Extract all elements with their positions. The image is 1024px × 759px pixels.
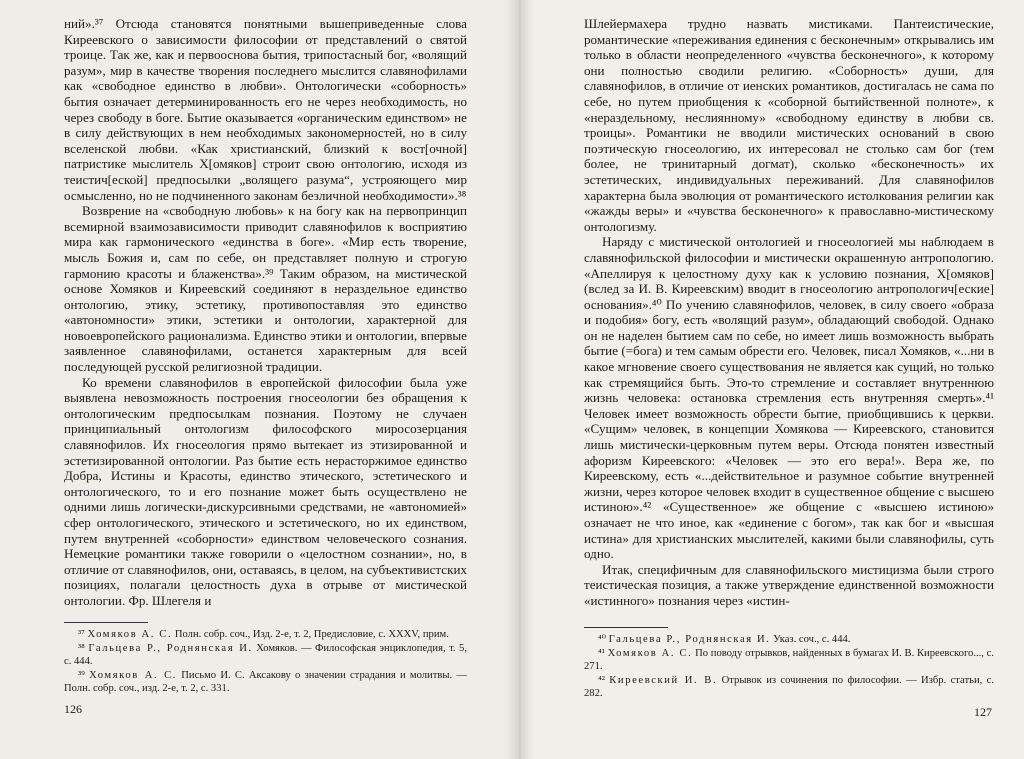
footnote-41 bbox=[584, 647, 994, 673]
footnote-author: Гальцева Р., Роднянская И. bbox=[608, 634, 771, 645]
footnote-text: Хомяков. — Философская энциклопедия, т. 5, с. 444. bbox=[64, 643, 467, 667]
footnote-author: Киреевский И. В. bbox=[609, 675, 718, 686]
page-number-left: 126 bbox=[64, 702, 82, 716]
left-footnotes bbox=[64, 622, 467, 696]
footnote-number: ³⁷ bbox=[78, 629, 85, 640]
left-paragraph-2: Возврение на «свободную любовь» к на богу как на первопринцип всемирной взаимозависимости приводит славянофилов к восприятию мира как гармонического «единства в боге». «Мир есть творение, мысль Божия и, сам по себе, он представляет полную и строгую гармонию красоты и блаженства».³⁹ Таким образом, на мистической основе Хомяков и Киреевский соединяют в нераздельное единство онтологию, этику, эстетику, противопоставляя это единство «автономности» этики, эстетики и онтологии, характерной для новоевропейского рационализма. Единство этики и онтологии, впервые заявленное славянофилами, останется характерным для всей последующей русской религиозной традиции. bbox=[64, 203, 467, 375]
footnote-text: По поводу отрывков, найденных в бумагах И. В. Киреевского..., с. 271. bbox=[584, 648, 994, 672]
left-paragraph-3: Ко времени славянофилов в европейской философии была уже выявлена невозможность построения гносеологии без обращения к онтологическим предпосылкам познания. Поэтому не случаен принципиальный онтологизм философского миросозерцания славянофилов. Их гносеология прямо вытекает из этизированной и эстетизированной онтологии. Раз бытие есть нерасторжимое единство Добра, Истины и Красоты, единство этического, эстетического и онтологического, то и его познание может быть осуществлено не одними лишь логически-дискурсивными средствами, не «автономией» сфер онтологического, этического и эстетического, но их единством, путем внутренней «соборности» единством человеческого сознания. Немецкие романтики также говорили о «целостном сознании», но, в отличие от славянофилов, они, оставаясь, в целом, на субъективистских позициях, полагали целостность духа в отрыве от мистической онтологии. Фр. Шлегеля и bbox=[64, 374, 467, 608]
right-page bbox=[520, 0, 1024, 759]
footnote-rule bbox=[64, 622, 148, 623]
footnote-number: ³⁸ bbox=[78, 643, 85, 654]
footnote-37 bbox=[64, 628, 467, 641]
footnote-39 bbox=[64, 669, 467, 695]
footnote-38 bbox=[64, 642, 467, 668]
footnote-author: Хомяков А. С. bbox=[607, 648, 693, 659]
footnote-author: Гальцева Р., Роднянская И. bbox=[88, 643, 253, 654]
book-gutter bbox=[506, 0, 534, 759]
right-main-text bbox=[584, 16, 994, 609]
footnote-40 bbox=[584, 633, 994, 646]
footnote-text: Письмо И. С. Аксакову о значении страдания и молитвы. — Полн. собр. соч., изд. 2-е, т. 2, с. 331. bbox=[64, 670, 467, 694]
footnote-number: ³⁹ bbox=[78, 670, 85, 681]
right-paragraph-3: Итак, специфичным для славянофильского мистицизма были строго теистическая позиция, а также утверждение единственной возможности «истинного» познания через «истин- bbox=[584, 561, 994, 608]
footnote-rule bbox=[584, 627, 668, 628]
footnote-author: Хомяков А. С. bbox=[87, 629, 173, 640]
left-paragraph-1: ний».³⁷ Отсюда становятся понятными вышеприведенные слова Киреевского о зависимости философии от представлений о святой троице. Так же, как и первооснова бытия, трипостасный бог, «волящий разум», мир в качестве творения последнего мыслится славянофилами как «свободное единство в любви». Онтологически «соборность» бытия означает детерминированность его не через необходимость, но через свободу в боге. Бытие оказывается «органическим единством» не в силу действующих в нем необходимых закономерностей, но в силу вселенской любви. «Как христианский, близкий к вост[очной] патристике мыслитель Х[омяков] строит свою онтологию, исходя из теистич[еской] предпосылки „волящего разума“, устрояющего мир осмысленно, но не подчиненного законам безличной необходимости».³⁸ bbox=[64, 16, 467, 203]
footnote-number: ⁴⁰ bbox=[598, 634, 606, 645]
right-footnotes bbox=[584, 627, 994, 701]
page-number-right: 127 bbox=[974, 705, 992, 719]
footnote-number: ⁴¹ bbox=[598, 648, 605, 659]
left-main-text bbox=[64, 16, 467, 609]
footnote-42 bbox=[584, 674, 994, 700]
right-paragraph-1: Шлейермахера трудно назвать мистиками. Пантеистические, романтические «переживания единения с бесконечным» открывались им только в области неопределенного «чувства бесконечного», к которому они полностью сводили религию. «Соборность» души, для славянофилов, в отличие от иенских романтиков, достигалась не сама по себе, но путем приобщения к «соборной бытийственной полноте», к «нераздельному, неслиянному» «свободному единству в любви св. троицы». Романтики не вводили мистических оснований в свою поэтическую гносеологию, их интересовал не столько сам бог (тем более, не тринитарный догмат), сколько «бесконечность» их эстетических, индивидуальных переживаний. Для славянофилов характерна была эволюция от романтического истолкования религии как «жажды веры» и «чувства бесконечного» к православно-мистическому онтологизму. bbox=[584, 16, 994, 234]
right-paragraph-2: Наряду с мистической онтологией и гносеологией мы наблюдаем в славянофильской философии и мистически окрашенную антропологию. «Апеллируя к целостному духу как к условию познания, Х[омяков] (вслед за И. В. Киреевским) вводит в гносеологию антропологич[еские] основания».⁴⁰ По учению славянофилов, человек, в силу своего «образа и подобия» богу, есть «волящий разум», обладающий свободой. Однако он не наделен бытием сам по себе, но имеет лишь возможность выбрать бытие (=бога) и тем самым обрести его. Человек, писал Хомяков, «...ни в какое мгновение своего существования не является как сущий, но только как стремящийся быть. Это-то стремление и составляет внутреннюю жизнь человека: остановка стремления есть внутренняя смерть».⁴¹ Человек имеет возможность обрести бытие, приобщившись к церкви. «Сущим» человек, в концепции Хомякова — Киреевского, становится лишь мистически-церковным путем веры. Отсюда понятен известный афоризм Киреевского: «Человек — это его вера!». Вера же, по Киреевскому, есть «...действительное и разумное событие внутренней жизни, через которое человек входит в существенное общение с высшею истиною».⁴² «Существенное» же общение с «высшею истиною» означает не что иное, как «единение с богом», так как бог и «высшая истина» для христианских мыслителей, какими были славянофилы, суть одно. bbox=[584, 234, 994, 562]
footnote-text: Отрывок из сочинения по философии. — Избр. статьи, с. 282. bbox=[584, 675, 994, 699]
footnote-author: Хомяков А. С. bbox=[89, 670, 177, 681]
footnote-number: ⁴² bbox=[598, 675, 605, 686]
footnote-text: Полн. собр. соч., Изд. 2-е, т. 2, Предисловие, с. XXXV, прим. bbox=[174, 629, 449, 640]
footnote-text: Указ. соч., с. 444. bbox=[773, 634, 851, 645]
